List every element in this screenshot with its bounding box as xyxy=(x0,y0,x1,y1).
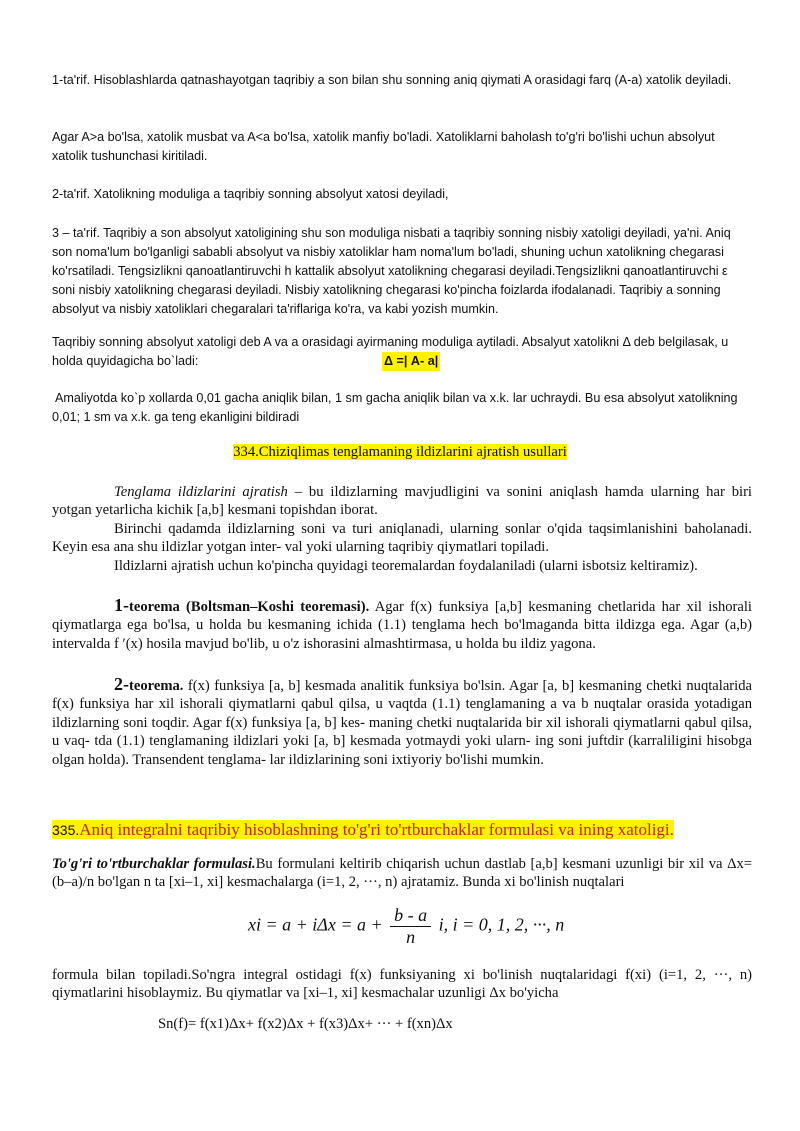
theorem-2 xyxy=(52,675,752,769)
theorem-1-title: teorema (Boltsman–Koshi teoremasi). xyxy=(129,599,370,615)
theorem-2-title: teorema. xyxy=(129,678,184,694)
definition-2: 2-ta'rif. Xatolikning moduliga a taqribiy sonning absolyut xatosi deyiladi, xyxy=(52,187,449,201)
rectangle-formula-term: To'g'ri to'rtburchaklar formulasi. xyxy=(52,856,256,872)
section-335-title: Aniq integralni taqribiy hisoblashning to'g'ri to'rtburchaklar formulasi va ining xatoligi. xyxy=(79,820,674,839)
rectangle-formula-paragraph xyxy=(52,855,752,892)
partition-points-formula xyxy=(248,905,564,948)
definition-1: 1-ta'rif. Hisoblashlarda qatnashayotgan taqribiy a son bilan shu sonning aniq qiymati A orasidagi farq (A-a) xatolik deyiladi. xyxy=(52,73,732,87)
function-values-paragraph: formula bilan topiladi.So'ngra integral ostidagi f(x) funksiyaning xi bo'linish nuqtalaridagi f(xi) (i=1, 2, ···, n) qiymatlarini hisoblaymiz. Bu qiymatlar va [xi–1, xi] kesmachalar uzunligi Δx bo'yicha xyxy=(52,967,752,1002)
theorems-intro: Ildizlarni ajratish uchun ko'pincha quyidagi teoremalardan foydalaniladi (ularni isbotsiz keltiramiz). xyxy=(114,558,698,574)
section-335-heading xyxy=(52,820,752,840)
formula-rhs: i, i = 0, 1, 2, ···, n xyxy=(438,914,565,935)
section-335-heading-highlight xyxy=(52,820,674,839)
absolute-error-text: Taqribiy sonning absolyut xatoligi deb A va a orasidagi ayirmaning moduliga aytiladi. Absalyut xatolikni Δ deb belgilasak, u holda quyidagicha bo`ladi: xyxy=(52,335,729,368)
section-335-number: 335. xyxy=(52,822,80,838)
error-sign-paragraph: Agar A>a bo'lsa, xatolik musbat va A<a bo'lsa, xatolik manfiy bo'ladi. Xatoliklarni baholash to'g'ri bo'lishi uchun absolyut xatolik tushunchasi kiritiladi. xyxy=(52,130,715,163)
absolute-error-formula: Δ =| A- a| xyxy=(382,352,440,371)
root-separation-term: Tenglama ildizlarini ajratish xyxy=(114,484,288,500)
theorem-2-number: 2- xyxy=(114,674,129,694)
section-334-heading xyxy=(0,444,800,461)
theorem-1-number: 1- xyxy=(114,595,129,615)
first-step-paragraph: Birinchi qadamda ildizlarning soni va turi aniqlanadi, ularning sonlar o'qida taqsimlanishini baholanadi. Keyin esa ana shu ildizlar yotgan inter- val yoki ularning taqribiy qiymatlari topiladi. xyxy=(52,521,752,556)
root-separation-text: – bu ildizlarning mavjudligini va sonini aniqlash hamda ularning har biri yotgan yetarlicha kichik [a,b] kesmani topishdan iborat. xyxy=(52,484,752,519)
root-separation-definition xyxy=(52,483,752,520)
theorem-1-text: Agar f(x) funksiya [a,b] kesmaning chetlarida har xil ishorali qiymatlarga ega bo'lsa, u holda bu kesmaning ichida (1.1) tenglama hech bo'lmaganda bitta ildizga ega. Agar (a,b) intervalda f ′(x) hosila mavjud bo'lib, u o'z ishorasini almashtirmasa, u holda bu ildiz yagona. xyxy=(52,599,752,652)
formula-numerator: b - a xyxy=(390,905,431,927)
precision-paragraph: Amaliyotda ko`p xollarda 0,01 gacha aniqlik bilan, 1 sm gacha aniqlik bilan va x.k. lar uchraydi. Bu esa absolyut xatolikning 0,01; 1 sm va x.k. ga teng ekanligini bildiradi xyxy=(52,391,738,424)
rectangle-formula-text: Bu formulani keltirib chiqarish uchun dastlab [a,b] kesmani uzunligi bir xil va Δx=(b–a)/n bo'lgan n ta [xi–1, xi] kesmachalarga (i=1, 2, ···, n) ajratamiz. Bunda xi bo'linish nuqtalari xyxy=(52,856,753,891)
formula-fraction xyxy=(390,905,431,948)
riemann-sum-formula: Sn(f)= f(x1)Δx+ f(x2)Δx + f(x3)Δx+ ··· + f(xn)Δx xyxy=(158,1016,453,1032)
definition-3: 3 – ta'rif. Taqribiy a son absolyut xatoligining shu son moduliga nisbati a taqribiy sonning nisbiy xatoligi deyiladi, ya'ni. Aniq son noma'lum bo'lganligi sababli absolyut va nisbiy xatoliklar ham noma'lum bo'ladi, shuning uchun xatolikning chegarasi ko'rsatiladi. Tengsizlikni qanoatlantiruvchi h kattalik absolyut xatolikning chegarasi deyiladi.Tengsizlikni qanoatlantiruvchi ε soni nisbiy xatolikning chegarasi deyiladi. Nisbiy xatolikning chegarasi ko'pincha foizlarda ifodalanadi. Taqribiy a sonning absolyut va nisbiy xatoliklari chegaralari ta'riflariga ko'ra, va kabi yozish mumkin. xyxy=(52,226,731,316)
formula-denominator: n xyxy=(406,927,416,947)
section-334-heading-text: 334.Chiziqlimas tenglamaning ildizlarini ajratish usullari xyxy=(233,444,567,460)
formula-lhs: xi = a + iΔx = a + xyxy=(248,914,383,935)
theorem-1 xyxy=(52,596,752,653)
theorem-2-text: f(x) funksiya [a, b] kesmada analitik funksiya bo'lsin. Agar [a, b] kesmaning chetki nuqtalarida f(x) funksiya har xil ishorali qiymatlarni qabul qilsa, u vaqtda (1.1) tenglamaning a va b nuqtalar orasida yotadigan ildizlarning soni toqdir. Agar f(x) funksiya [a, b] kes- maning chetki nuqtalarida bir xil ishorali qiymatlarni qabul qilsa, u vaq- tda (1.1) tenglamaning ildizlari yoki [a, b] kesmada yotmaydi yoki ularn- ing soni juftdir (karraliligini hisobga olgan holda). Transendent tenglama- lar ildizlarining soni ixtiyoriy bo'lishi mumkin. xyxy=(52,678,752,768)
